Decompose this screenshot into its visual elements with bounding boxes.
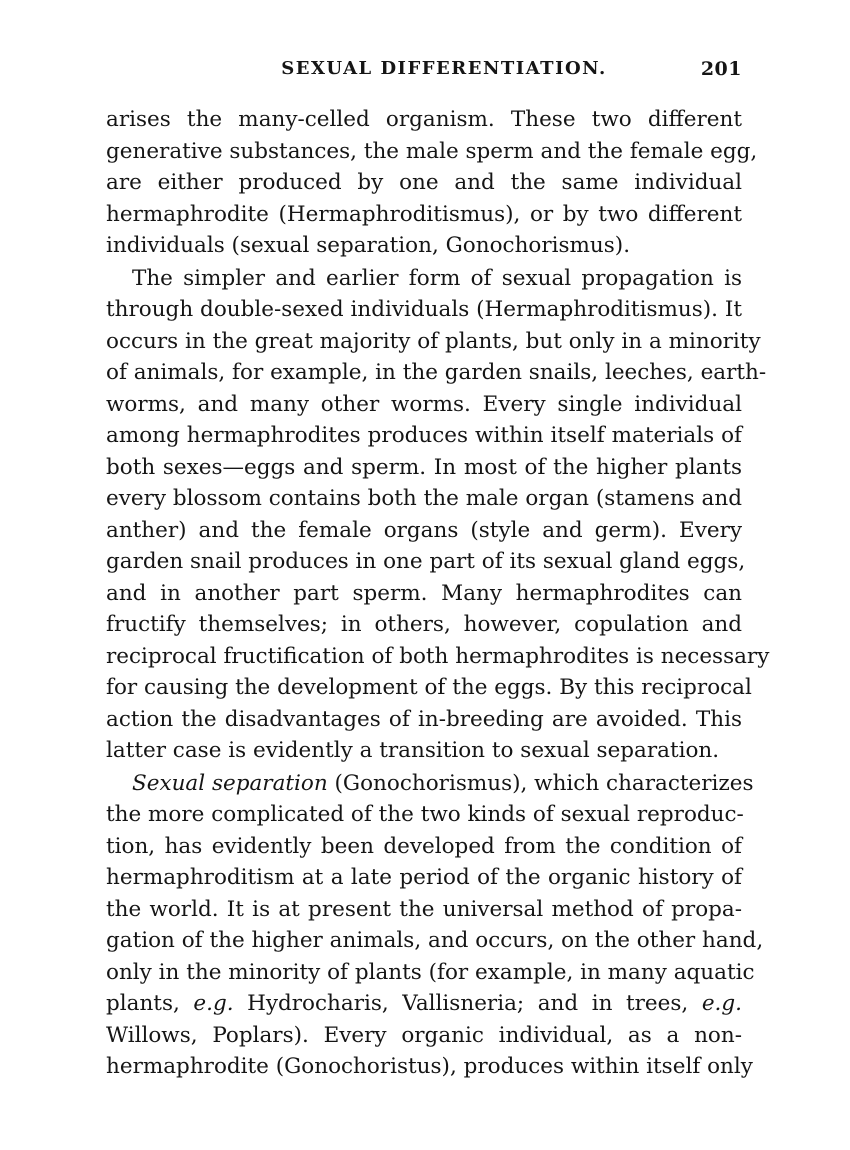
running-head [106,58,742,86]
text-line: hermaphrodite (Gonochoristus), produces within itself only [106,1054,753,1079]
text-line: and in another part sperm. Many hermaphrodites can [106,580,742,606]
text-line: both sexes—eggs and sperm. In most of the higher plants [106,454,742,480]
text-line: of animals, for example, in the garden snails, leeches, earth- [106,360,767,385]
text-line: are either produced by one and the same individual [106,170,742,195]
italic-term: Sexual separation [132,770,328,796]
text-line: The simpler and earlier form of sexual propagation is [132,265,742,291]
text-line: plants, e.g. Hydrocharis, Vallisneria; and in trees, e.g. [106,991,742,1016]
text-line: garden snail produces in one part of its sexual gland eggs, [106,549,746,574]
text-line: among hermaphrodites produces within itself materials of [106,423,742,448]
paragraph-1 [106,104,758,262]
text-line: hermaphroditism at a late period of the organic history of [106,865,742,890]
text-line: the more complicated of the two kinds of sexual reproduc- [106,802,744,827]
text-line: fructify themselves; in others, however, copulation and [106,612,742,637]
text-line: anther) and the female organs (style and germ). Every [106,517,742,543]
text-line: action the disadvantages of in-breeding are avoided. This [106,706,742,732]
text-line: arises the many-celled organism. These two different [106,107,742,132]
text-line: tion, has evidently been developed from the condition of [106,833,742,859]
text-fragment: (Gonochorismus), which characterizes [327,770,754,796]
text-line: only in the minority of plants (for example, in many aquatic [106,959,755,985]
body-text [106,104,770,1083]
text-line: the world. It is at present the universal method of propa- [106,896,742,922]
text-line: latter case is evidently a transition to sexual separation. [106,738,720,763]
text-line: worms, and many other worms. Every single individual [106,391,742,417]
text-line: for causing the development of the eggs. By this reciprocal [106,675,752,700]
text-line: hermaphrodite (Hermaphroditismus), or by two different [106,201,742,227]
text-line: individuals (sexual separation, Gonochorismus). [106,233,631,258]
text-line: generative substances, the male sperm and the female egg, [106,138,758,164]
text-line [106,768,754,800]
text-line: Willows, Poplars). Every organic individual, as a non- [106,1022,742,1048]
paragraph-3 [106,768,764,1083]
text-line: every blossom contains both the male organ (stamens and [106,486,742,511]
text-line: reciprocal fructification of both hermaphrodites is necessary [106,643,770,669]
abbreviation-eg: e.g. [193,991,234,1016]
chapter-title: SEXUAL DIFFERENTIATION. [281,58,607,79]
page-number: 201 [700,58,742,80]
text-line: through double-sexed individuals (Hermaphroditismus). It [106,297,742,322]
text-line: occurs in the great majority of plants, but only in a minority [106,328,761,354]
text-line: gation of the higher animals, and occurs, on the other hand, [106,928,764,953]
abbreviation-eg: e.g. [701,991,742,1016]
paragraph-2 [106,263,770,767]
